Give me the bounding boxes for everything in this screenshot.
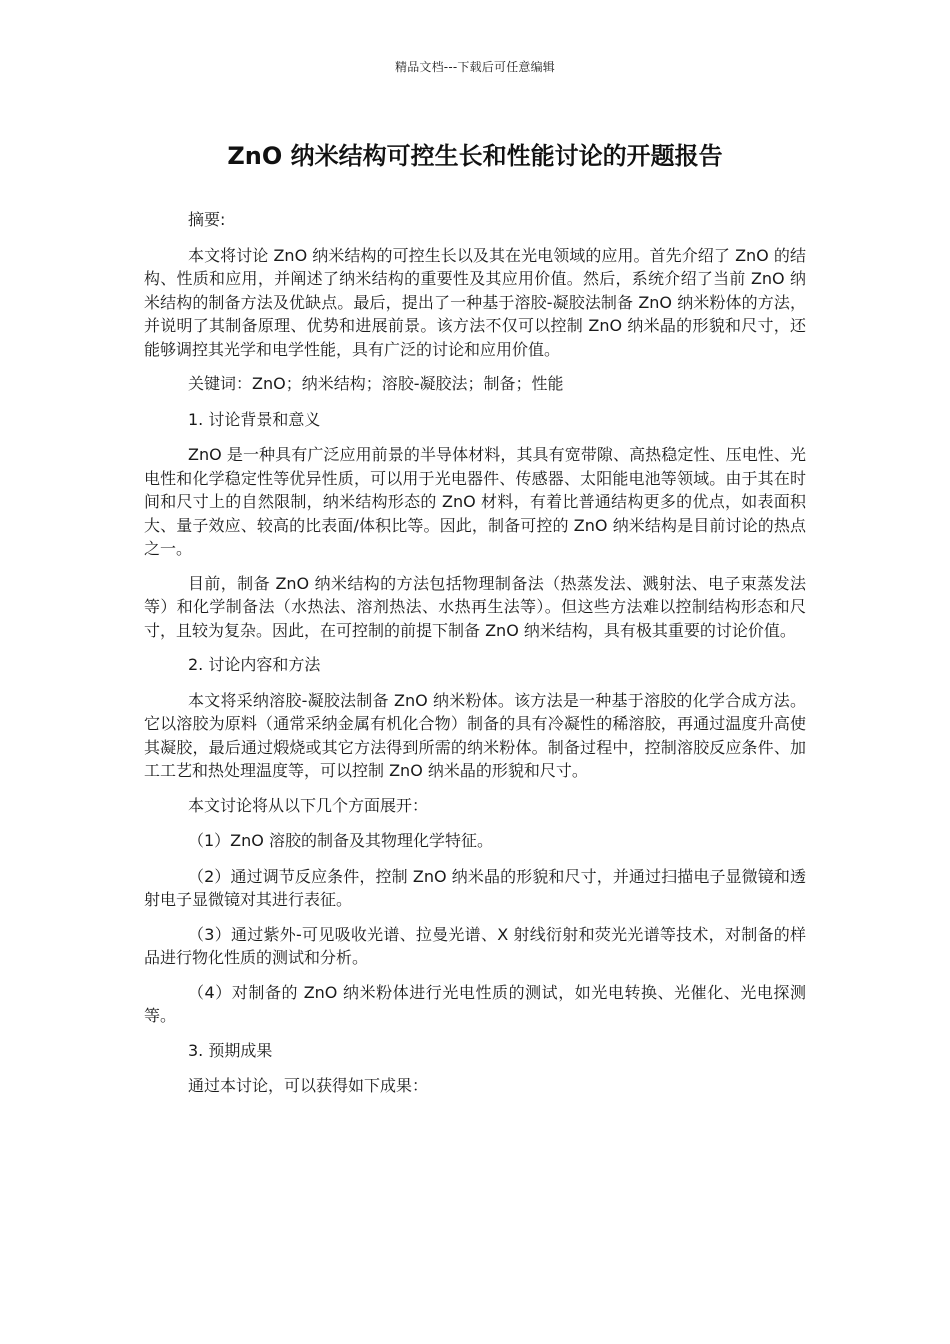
body-paragraph: 目前，制备 ZnO 纳米结构的方法包括物理制备法（热蒸发法、溅射法、电子束蒸发法等）和化学制备法（水热法、溶剂热法、水热再生法等）。但这些方法难以控制结构形态和尺寸，且较为复杂。因此，在可控制的前提下制备 ZnO 纳米结构，具有极其重要的讨论价值。 bbox=[144, 573, 806, 640]
header-note: 精品文档---下载后可任意编辑 bbox=[395, 60, 555, 74]
abstract-heading: 摘要: bbox=[188, 210, 226, 229]
list-item: （2）通过调节反应条件，控制 ZnO 纳米晶的形貌和尺寸，并通过扫描电子显微镜和透射电子显微镜对其进行表征。 bbox=[144, 866, 806, 909]
list-item: （1）ZnO 溶胶的制备及其物理化学特征。 bbox=[188, 831, 493, 850]
body-paragraph: ZnO 是一种具有广泛应用前景的半导体材料，其具有宽带隙、高热稳定性、压电性、光电性和化学稳定性等优异性质，可以用于光电器件、传感器、太阳能电池等领域。由于其在时间和尺寸上的自然限制，纳米结构形态的 ZnO 材料，有着比普通结构更多的优点，如表面积大、量子效应、较高的比表面/体积比等。因此，制备可控的 ZnO 纳米结构是目前讨论的热点之一。 bbox=[144, 445, 806, 558]
list-item: （3）通过紫外-可见吸收光谱、拉曼光谱、X 射线衍射和荧光光谱等技术，对制备的样品进行物化性质的测试和分析。 bbox=[144, 924, 806, 967]
abstract-paragraph: 本文将讨论 ZnO 纳米结构的可控生长以及其在光电领域的应用。首先介绍了 ZnO 的结构、性质和应用，并阐述了纳米结构的重要性及其应用价值。然后，系统介绍了当前 ZnO 纳米结构的制备方法及优缺点。最后，提出了一种基于溶胶-凝胶法制备 ZnO 纳米粉体的方法，并说明了其制备原理、优势和进展前景。该方法不仅可以控制 ZnO 纳米晶的形貌和尺寸，还能够调控其光学和电学性能，具有广泛的讨论和应用价值。 bbox=[144, 245, 806, 359]
section-heading-3: 3. 预期成果 bbox=[188, 1040, 273, 1060]
document-title: ZnO 纳米结构可控生长和性能讨论的开题报告 bbox=[227, 142, 723, 170]
section-heading-2: 2. 讨论内容和方法 bbox=[188, 655, 321, 674]
section-heading-1: 1. 讨论背景和意义 bbox=[188, 409, 321, 429]
keywords-line: 关键词：ZnO；纳米结构；溶胶-凝胶法；制备；性能 bbox=[188, 374, 564, 393]
body-paragraph: 本文讨论将从以下几个方面展开： bbox=[188, 795, 429, 815]
document-body bbox=[144, 208, 806, 1110]
list-item: （4）对制备的 ZnO 纳米粉体进行光电性质的测试，如光电转换、光催化、光电探测等。 bbox=[144, 982, 806, 1025]
body-paragraph: 本文将采纳溶胶-凝胶法制备 ZnO 纳米粉体。该方法是一种基于溶胶的化学合成方法。它以溶胶为原料（通常采纳金属有机化合物）制备的具有冷凝性的稀溶胶，再通过温度升高使其凝胶，最后通过煅烧或其它方法得到所需的纳米粉体。制备过程中，控制溶胶反应条件、加工工艺和热处理温度等，可以控制 ZnO 纳米晶的形貌和尺寸。 bbox=[144, 690, 806, 780]
body-paragraph: 通过本讨论，可以获得如下成果： bbox=[188, 1076, 429, 1095]
